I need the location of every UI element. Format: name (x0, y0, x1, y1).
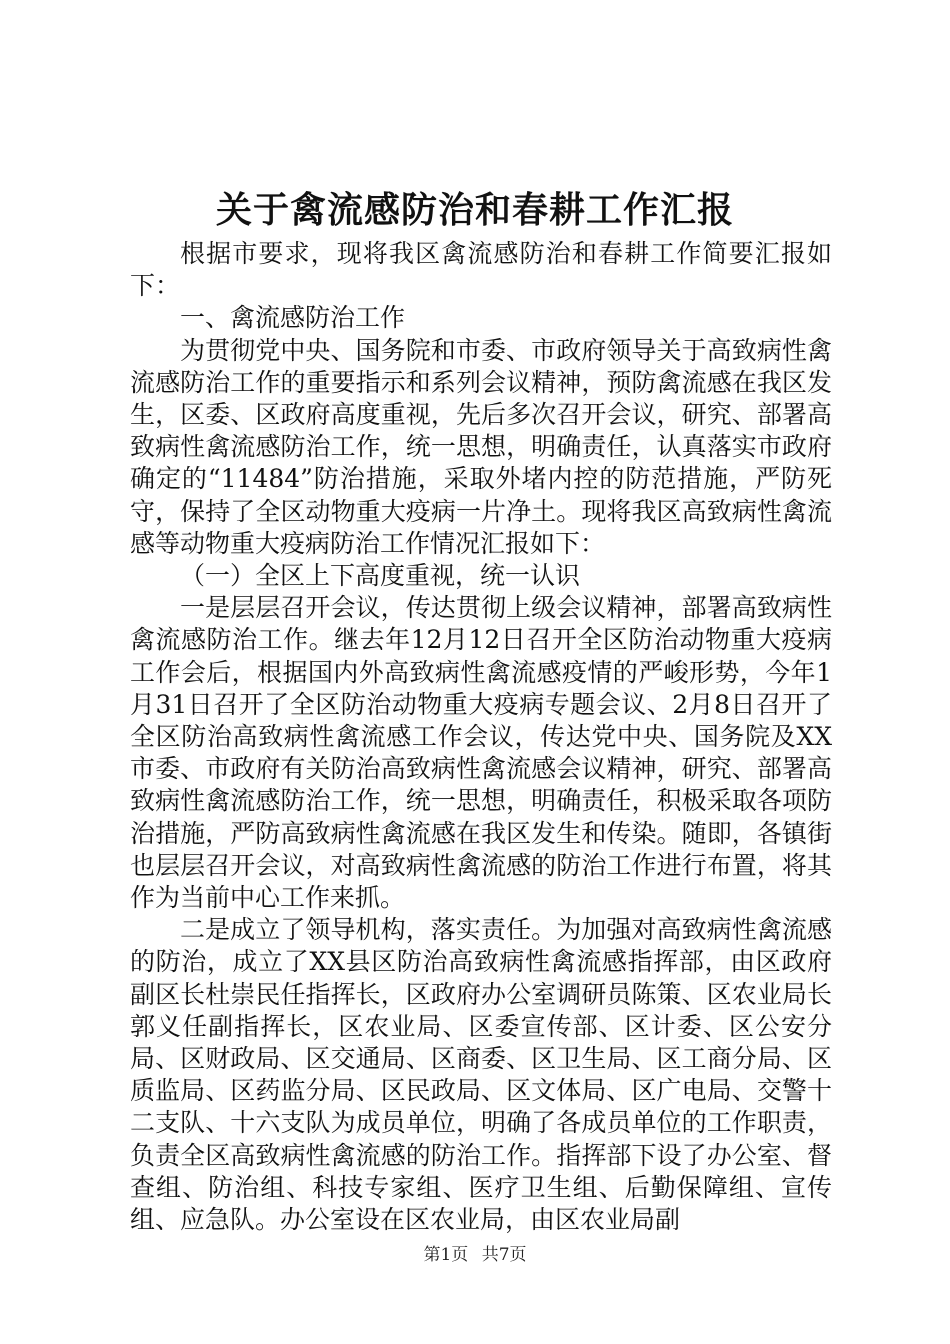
document-title: 关于禽流感防治和春耕工作汇报 (215, 189, 734, 231)
paragraph: 二是成立了领导机构，落实责任。为加强对高致病性禽流感的防治，成立了XX县区防治高致病性禽流感指挥部，由区政府副区长杜崇民任指挥长，区政府办公室调研员陈策、区农业局长郭义任副指挥长，区农业局、区委宣传部、区计委、区公安分局、区财政局、区交通局、区商委、区卫生局、区工商分局、区质监局、区药监分局、区民政局、区文体局、区广电局、交警十二支队、十六支队为成员单位，明确了各成员单位的工作职责，负责全区高致病性禽流感的防治工作。指挥部下设了办公室、督查组、防治组、科技专家组、医疗卫生组、后勤保障组、宣传组、应急队。办公室设在区农业局，由区农业局副 (130, 915, 832, 1235)
paragraph: 为贯彻党中央、国务院和市委、市政府领导关于高致病性禽流感防治工作的重要指示和系列会议精神，预防禽流感在我区发生，区委、区政府高度重视，先后多次召开会议，研究、部署高致病性禽流感防治工作，统一思想，明确责任，认真落实市政府确定的“11484”防治措施，采取外堵内控的防范措施，严防死守，保持了全区动物重大疫病一片净土。现将我区高致病性禽流感等动物重大疫病防治工作情况汇报如下： (130, 335, 832, 558)
paragraph-intro: 根据市要求，现将我区禽流感防治和春耕工作简要汇报如下： (130, 239, 832, 301)
document-body (130, 238, 832, 1236)
page-number: 第1页 (423, 1245, 469, 1265)
page-footer (0, 1243, 950, 1267)
paragraph: 一是层层召开会议，传达贯彻上级会议精神，部署高致病性禽流感防治工作。继去年12月12日召开全区防治动物重大疫病工作会后，根据国内外高致病性禽流感疫情的严峻形势，今年1月31日召开了全区防治动物重大疫病专题会议、2月8日召开了全区防治高致病性禽流感工作会议，传达党中央、国务院及XX市委、市政府有关防治高致病性禽流感会议精神，研究、部署高致病性禽流感防治工作，统一思想，明确责任，积极采取各项防治措施，严防高致病性禽流感在我区发生和传染。随即，各镇街也层层召开会议，对高致病性禽流感的防治工作进行布置，将其作为当前中心工作来抓。 (130, 593, 832, 913)
page-total: 共7页 (481, 1245, 527, 1265)
subsection-heading: （一）全区上下高度重视，统一认识 (180, 561, 581, 591)
section-heading: 一、禽流感防治工作 (180, 303, 406, 333)
